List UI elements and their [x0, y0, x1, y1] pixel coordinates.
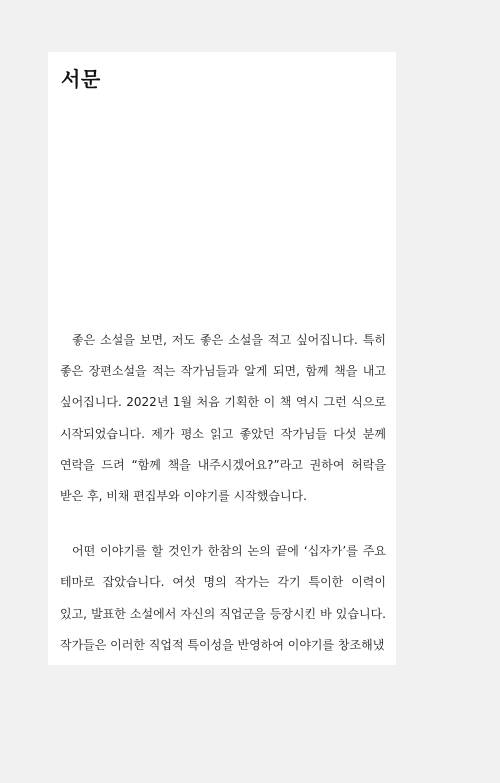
body-text [60, 325, 386, 661]
page-title: 서문 [61, 67, 101, 91]
paragraph-1: 좋은 소설을 보면, 저도 좋은 소설을 적고 싶어집니다. 특히 좋은 장편소설을 적는 작가님들과 알게 되면, 함께 책을 내고 싶어집니다. 2022년 1월 처음 기획한 이 책 역시 그런 식으로 시작되었습니다. 제가 평소 읽고 좋았던 작가님들 다섯 분께 연락을 드려 “함께 책을 내주시겠어요?”라고 권하여 허락을 받은 후, 비채 편집부와 이야기를 시작했습니다. [60, 333, 386, 504]
paragraph-2: 어떤 이야기를 할 것인가 한참의 논의 끝에 ‘십자가’를 주요 테마로 잡았습니다. 여섯 명의 작가는 각기 특이한 이력이 있고, 발표한 소설에서 자신의 직업군을 등장시킨 바 있습니다. 작가들은 이러한 직업적 특이성을 반영하여 이야기를 창조해냈 [60, 544, 386, 652]
document-page [48, 52, 396, 665]
